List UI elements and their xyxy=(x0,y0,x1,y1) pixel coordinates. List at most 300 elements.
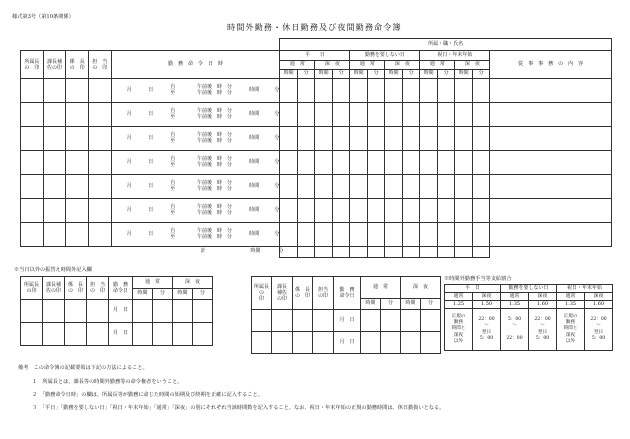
hours-cell[interactable] xyxy=(437,79,455,103)
rate-value: 1.60 xyxy=(585,301,613,309)
hours-cell[interactable] xyxy=(297,103,315,127)
row-pm: 午前後 xyxy=(196,180,212,187)
hours-cell[interactable] xyxy=(350,103,368,127)
unit-hour: 時間 xyxy=(420,70,438,79)
row-day[interactable]: 日 xyxy=(132,175,154,199)
hours-cell[interactable] xyxy=(472,103,490,127)
hours-cell[interactable] xyxy=(350,223,368,247)
stamp-cell[interactable] xyxy=(88,151,111,175)
stamp-cell[interactable] xyxy=(21,79,44,103)
rate-note: 正規の 勤務 時間と 深夜 以外 xyxy=(445,309,473,351)
unit-min: 分 xyxy=(472,70,490,79)
stamp-cell[interactable] xyxy=(43,79,66,103)
row-month[interactable]: 月 xyxy=(111,199,132,223)
hours-cell[interactable] xyxy=(280,127,298,151)
row-total-hours[interactable]: 時間 xyxy=(237,199,260,223)
hours-cell[interactable] xyxy=(420,223,438,247)
col-non-required: 勤務を要しない日 xyxy=(350,51,420,61)
hours-cell[interactable] xyxy=(472,151,490,175)
row-total-hours[interactable]: 時間 xyxy=(237,175,260,199)
sl-min-1: 分 xyxy=(153,289,173,300)
col-shozoku: 所属長 の 印 xyxy=(21,51,44,79)
row-from-to[interactable] xyxy=(153,199,192,223)
remark-item-1: １ 所属長とは、課長等の時間外勤務等の命令権者をいうこと。 xyxy=(32,379,183,385)
row-day[interactable]: 日 xyxy=(132,79,154,103)
unit-min: 分 xyxy=(297,70,315,79)
row-day[interactable]: 日 xyxy=(132,199,154,223)
row-minute: 分 xyxy=(227,209,233,216)
col-shinya: 深 夜 xyxy=(315,61,350,70)
hours-cell[interactable] xyxy=(455,103,473,127)
stamp-cell[interactable] xyxy=(21,175,44,199)
table-row xyxy=(21,223,612,247)
rate-sub: 深夜 xyxy=(529,293,557,301)
sm-kakari: 係 長 の 印 xyxy=(293,277,313,310)
row-minute: 分 xyxy=(227,137,233,144)
row-hour: 時 xyxy=(216,209,222,216)
hours-cell[interactable] xyxy=(437,127,455,151)
rate-value: 1.25 xyxy=(445,301,473,309)
hours-cell[interactable] xyxy=(385,199,403,223)
row-total-hours[interactable]: 時間 xyxy=(237,103,260,127)
unit-hour: 時間 xyxy=(455,70,473,79)
hours-cell[interactable] xyxy=(367,127,385,151)
stamp-cell[interactable] xyxy=(66,103,89,127)
rate-note: 22：00 〜 翌日 5：00 xyxy=(585,309,613,351)
duty-cell[interactable] xyxy=(490,151,612,175)
row-from-to[interactable] xyxy=(153,151,192,175)
sm-row-date[interactable]: 月 日 xyxy=(334,332,361,354)
hours-cell[interactable] xyxy=(472,79,490,103)
row-total-min[interactable]: 分 xyxy=(259,151,280,175)
row-pm: 午前後 xyxy=(196,84,212,91)
row-from-to[interactable] xyxy=(153,79,192,103)
col-kachou: 課長補 佐の印 xyxy=(43,51,66,79)
col-heijitsu: 平 日 xyxy=(280,51,350,61)
hours-cell[interactable] xyxy=(332,175,350,199)
rate-heading: ※時間外勤務手当等支給割合 xyxy=(444,276,512,282)
row-total-hours[interactable]: 時間 xyxy=(237,127,260,151)
row-total-min[interactable]: 分 xyxy=(259,223,280,247)
row-from-to[interactable] xyxy=(153,175,192,199)
row-hour: 時 xyxy=(216,228,222,235)
row-hour: 時 xyxy=(216,132,222,139)
stamp-cell[interactable] xyxy=(43,103,66,127)
hours-cell[interactable] xyxy=(315,175,333,199)
row-pm: 午前後 xyxy=(196,161,212,168)
row-total-min[interactable]: 分 xyxy=(259,127,280,151)
rate-group: 平 日 xyxy=(445,285,501,293)
row-from: 自 xyxy=(170,156,176,163)
row-minute: 分 xyxy=(227,204,233,211)
hours-cell[interactable] xyxy=(472,223,490,247)
duty-cell[interactable] xyxy=(490,175,612,199)
row-day[interactable]: 日 xyxy=(132,223,154,247)
duty-cell[interactable] xyxy=(490,79,612,103)
unit-min: 分 xyxy=(402,70,420,79)
hours-cell[interactable] xyxy=(437,199,455,223)
duty-cell[interactable] xyxy=(490,199,612,223)
sl-row-date[interactable]: 月 日 xyxy=(109,323,133,346)
hours-cell[interactable] xyxy=(385,151,403,175)
row-month[interactable]: 月 xyxy=(111,151,132,175)
hours-cell[interactable] xyxy=(402,151,420,175)
row-pm: 午前後 xyxy=(196,228,212,235)
row-total-min[interactable]: 分 xyxy=(259,175,280,199)
row-pm: 午前後 xyxy=(196,233,212,240)
row-from-to[interactable] xyxy=(153,223,192,247)
hours-cell[interactable] xyxy=(402,199,420,223)
total-min: 分 xyxy=(278,248,284,254)
hours-cell[interactable] xyxy=(367,103,385,127)
rate-sub: 通常 xyxy=(445,293,473,301)
hours-cell[interactable] xyxy=(402,103,420,127)
table-row xyxy=(21,199,612,223)
row-pm: 午前後 xyxy=(196,156,212,163)
stamp-cell[interactable] xyxy=(66,127,89,151)
hours-cell[interactable] xyxy=(297,223,315,247)
unit-min: 分 xyxy=(332,70,350,79)
row-minute: 分 xyxy=(227,180,233,187)
main-order-table xyxy=(20,38,612,258)
row-from-to[interactable] xyxy=(153,127,192,151)
hours-cell[interactable] xyxy=(332,103,350,127)
hours-cell[interactable] xyxy=(350,79,368,103)
row-time[interactable] xyxy=(192,223,236,247)
rate-group: 祝日・年末年始 xyxy=(557,285,613,293)
hours-cell[interactable] xyxy=(315,79,333,103)
hours-cell[interactable] xyxy=(280,79,298,103)
table-row xyxy=(21,175,612,199)
hours-cell[interactable] xyxy=(367,151,385,175)
row-hour: 時 xyxy=(216,84,222,91)
row-to: 至 xyxy=(170,209,176,216)
stamp-cell[interactable] xyxy=(88,103,111,127)
stamp-cell[interactable] xyxy=(43,199,66,223)
hours-cell[interactable] xyxy=(297,127,315,151)
row-hour: 時 xyxy=(216,180,222,187)
hours-cell[interactable] xyxy=(315,127,333,151)
row-total-hours[interactable]: 時間 xyxy=(237,151,260,175)
sm-min-1: 分 xyxy=(381,299,401,310)
hours-cell[interactable] xyxy=(385,127,403,151)
sm-shinya: 深 夜 xyxy=(401,277,441,299)
duty-cell[interactable] xyxy=(490,103,612,127)
stamp-cell[interactable] xyxy=(88,79,111,103)
rate-value: 1.35 xyxy=(557,301,585,309)
sl-row-date[interactable]: 月 日 xyxy=(109,300,133,323)
sl-hour-1: 時間 xyxy=(133,289,153,300)
row-pm: 午前後 xyxy=(196,108,212,115)
row-pm: 午前後 xyxy=(196,185,212,192)
hours-cell[interactable] xyxy=(402,223,420,247)
hours-cell[interactable] xyxy=(350,127,368,151)
hours-cell[interactable] xyxy=(315,199,333,223)
row-from-to[interactable] xyxy=(153,103,192,127)
hours-cell[interactable] xyxy=(420,127,438,151)
hours-cell[interactable] xyxy=(332,79,350,103)
row-month[interactable]: 月 xyxy=(111,127,132,151)
rate-sub: 深夜 xyxy=(585,293,613,301)
sl-tsuuchou: 通 常 xyxy=(133,277,173,289)
remarks-head: 備考 この命令簿の記載要領は下記の方法によること。 xyxy=(18,365,148,371)
stamp-cell[interactable] xyxy=(66,79,89,103)
row-month[interactable]: 月 xyxy=(111,79,132,103)
row-to: 至 xyxy=(170,113,176,120)
hours-cell[interactable] xyxy=(297,199,315,223)
stamp-cell[interactable] xyxy=(66,151,89,175)
total-label: 計 xyxy=(200,248,206,254)
row-minute: 分 xyxy=(227,108,233,115)
col-tsuuchou: 通 常 xyxy=(350,61,385,70)
row-total-hours[interactable]: 時間 xyxy=(237,79,260,103)
row-hour: 時 xyxy=(216,137,222,144)
col-holiday: 祝日・年末年始 xyxy=(420,51,490,61)
hours-cell[interactable] xyxy=(455,175,473,199)
rate-note: 5：00 〜 22：00 xyxy=(501,309,529,351)
hours-cell[interactable] xyxy=(332,151,350,175)
row-pm: 午前後 xyxy=(196,113,212,120)
row-month[interactable]: 月 xyxy=(111,175,132,199)
total-hours: 時間 xyxy=(250,248,261,254)
hours-cell[interactable] xyxy=(437,175,455,199)
row-hour: 時 xyxy=(216,161,222,168)
col-tantou: 担 当 の 印 xyxy=(88,51,111,79)
hours-cell[interactable] xyxy=(315,103,333,127)
sm-row-date[interactable]: 月 日 xyxy=(334,310,361,332)
rate-note: 22：00 〜 翌日 5：00 xyxy=(529,309,557,351)
hours-cell[interactable] xyxy=(385,79,403,103)
row-day[interactable]: 日 xyxy=(132,103,154,127)
col-duty: 従 事 事 務 の 内 容 xyxy=(490,51,612,79)
rate-table xyxy=(444,284,613,351)
row-hour: 時 xyxy=(216,233,222,240)
hours-cell[interactable] xyxy=(402,127,420,151)
row-time[interactable] xyxy=(192,199,236,223)
row-time[interactable] xyxy=(192,103,236,127)
sl-hour-2: 時間 xyxy=(173,289,193,300)
hours-cell[interactable] xyxy=(297,175,315,199)
stamp-cell[interactable] xyxy=(21,103,44,127)
row-time[interactable] xyxy=(192,127,236,151)
row-hour: 時 xyxy=(216,156,222,163)
stamp-cell[interactable] xyxy=(66,223,89,247)
row-to: 至 xyxy=(170,137,176,144)
row-total-hours[interactable]: 時間 xyxy=(237,223,260,247)
col-tsuuchou: 通 常 xyxy=(420,61,455,70)
stamp-cell[interactable] xyxy=(21,223,44,247)
unit-min: 分 xyxy=(437,70,455,79)
row-total-min[interactable]: 分 xyxy=(259,103,280,127)
hours-cell[interactable] xyxy=(420,151,438,175)
sub-left-heading: ※当日以外の振替え時間外記入欄 xyxy=(14,267,92,273)
hours-cell[interactable] xyxy=(472,175,490,199)
hours-cell[interactable] xyxy=(367,175,385,199)
sm-hour-2: 時間 xyxy=(401,299,421,310)
hours-cell[interactable] xyxy=(437,151,455,175)
row-pm: 午前後 xyxy=(196,132,212,139)
row-hour: 時 xyxy=(216,113,222,120)
col-datetime: 勤 務 命 令 日 時 xyxy=(111,51,280,79)
hours-cell[interactable] xyxy=(455,223,473,247)
duty-cell[interactable] xyxy=(490,223,612,247)
row-time[interactable] xyxy=(192,79,236,103)
unit-hour: 時間 xyxy=(385,70,403,79)
row-from: 自 xyxy=(170,132,176,139)
row-total-min[interactable]: 分 xyxy=(259,79,280,103)
row-from: 自 xyxy=(170,180,176,187)
row-pm: 午前後 xyxy=(196,209,212,216)
stamp-cell[interactable] xyxy=(88,223,111,247)
hours-cell[interactable] xyxy=(420,103,438,127)
hours-cell[interactable] xyxy=(420,79,438,103)
table-row xyxy=(21,127,612,151)
hours-cell[interactable] xyxy=(280,223,298,247)
hours-cell[interactable] xyxy=(280,151,298,175)
hours-cell[interactable] xyxy=(332,199,350,223)
col-tsuuchou: 通 常 xyxy=(280,61,315,70)
affiliation-cell[interactable]: 所属・職・氏名 xyxy=(280,39,612,51)
hours-cell[interactable] xyxy=(437,103,455,127)
row-hour: 時 xyxy=(216,108,222,115)
sl-shinya: 深 夜 xyxy=(173,277,213,289)
sm-min-2: 分 xyxy=(421,299,441,310)
row-month[interactable]: 月 xyxy=(111,103,132,127)
rate-sub: 通常 xyxy=(557,293,585,301)
row-to: 至 xyxy=(170,89,176,96)
rate-value: 1.50 xyxy=(473,301,501,309)
col-shinya: 深 夜 xyxy=(385,61,420,70)
rate-note: 正規の 勤務 時間と 深夜 以外 xyxy=(557,309,585,351)
row-total-min[interactable]: 分 xyxy=(259,199,280,223)
sl-date: 勤 務 命令日 xyxy=(109,277,133,300)
col-kakari: 係 長 の 印 xyxy=(66,51,89,79)
row-minute: 分 xyxy=(227,228,233,235)
sl-kakari: 係 長 の 印 xyxy=(65,277,87,300)
hours-cell[interactable] xyxy=(297,151,315,175)
hours-cell[interactable] xyxy=(455,79,473,103)
stamp-cell[interactable] xyxy=(43,175,66,199)
hours-cell[interactable] xyxy=(315,223,333,247)
hours-cell[interactable] xyxy=(472,199,490,223)
stamp-cell[interactable] xyxy=(43,223,66,247)
hours-cell[interactable] xyxy=(297,79,315,103)
sl-kachou: 課長補 佐の印 xyxy=(43,277,65,300)
hours-cell[interactable] xyxy=(280,199,298,223)
row-minute: 分 xyxy=(227,132,233,139)
hours-cell[interactable] xyxy=(367,223,385,247)
hours-cell[interactable] xyxy=(385,175,403,199)
sl-min-2: 分 xyxy=(193,289,213,300)
hours-cell[interactable] xyxy=(455,199,473,223)
row-day[interactable]: 日 xyxy=(132,127,154,151)
row-from: 自 xyxy=(170,84,176,91)
hours-cell[interactable] xyxy=(455,127,473,151)
stamp-cell[interactable] xyxy=(21,127,44,151)
hours-cell[interactable] xyxy=(472,127,490,151)
row-minute: 分 xyxy=(227,113,233,120)
page-title: 時間外勤務・休日勤務及び夜間勤務命令簿 xyxy=(227,22,402,32)
stamp-cell[interactable] xyxy=(21,199,44,223)
stamp-cell[interactable] xyxy=(88,175,111,199)
duty-cell[interactable] xyxy=(490,127,612,151)
stamp-cell[interactable] xyxy=(88,127,111,151)
row-from: 自 xyxy=(170,204,176,211)
row-pm: 午前後 xyxy=(196,137,212,144)
stamp-cell[interactable] xyxy=(88,199,111,223)
hours-cell[interactable] xyxy=(437,223,455,247)
unit-min: 分 xyxy=(367,70,385,79)
hours-cell[interactable] xyxy=(455,151,473,175)
hours-cell[interactable] xyxy=(280,103,298,127)
rate-group: 勤務を要しない日 xyxy=(501,285,557,293)
row-month[interactable]: 月 xyxy=(111,223,132,247)
remark-item-2: ２ 「勤務命令日時」の欄は、所属長等が勤務に命じた時間の始期及び終期を正確に記入すること。 xyxy=(32,392,263,398)
stamp-cell[interactable] xyxy=(66,175,89,199)
unit-hour: 時間 xyxy=(315,70,333,79)
hours-cell[interactable] xyxy=(402,79,420,103)
rate-sub: 深夜 xyxy=(473,293,501,301)
col-shinya: 深 夜 xyxy=(455,61,490,70)
hours-cell[interactable] xyxy=(280,175,298,199)
row-from: 自 xyxy=(170,108,176,115)
hours-cell[interactable] xyxy=(332,127,350,151)
stamp-cell[interactable] xyxy=(43,127,66,151)
row-pm: 午前後 xyxy=(196,89,212,96)
hours-cell[interactable] xyxy=(420,175,438,199)
stamp-cell[interactable] xyxy=(66,199,89,223)
hours-cell[interactable] xyxy=(315,151,333,175)
unit-hour: 時間 xyxy=(350,70,368,79)
row-to: 至 xyxy=(170,185,176,192)
rate-value: 1.35 xyxy=(501,301,529,309)
sl-tantou: 担 当 の 印 xyxy=(87,277,109,300)
row-hour: 時 xyxy=(216,185,222,192)
hours-cell[interactable] xyxy=(332,223,350,247)
stamp-cell[interactable] xyxy=(21,151,44,175)
row-to: 至 xyxy=(170,233,176,240)
row-time[interactable] xyxy=(192,175,236,199)
row-time[interactable] xyxy=(192,151,236,175)
hours-cell[interactable] xyxy=(402,175,420,199)
rate-note: 22：00 〜 翌日 5：00 xyxy=(473,309,501,351)
hours-cell[interactable] xyxy=(367,199,385,223)
hours-cell[interactable] xyxy=(420,199,438,223)
sm-tsuuchou: 通 常 xyxy=(361,277,401,299)
stamp-cell[interactable] xyxy=(43,151,66,175)
row-minute: 分 xyxy=(227,156,233,163)
remark-item-3: ３ 「平日」「勤務を要しない日」「祝日・年末年始」「通常」「深夜」の別にそれぞれ当該時間数を記入すること。なお、祝日・年末年始の正規の勤務時間は、休日勤扱いとなる。 xyxy=(32,405,445,411)
row-minute: 分 xyxy=(227,161,233,168)
row-day[interactable]: 日 xyxy=(132,151,154,175)
hours-cell[interactable] xyxy=(350,199,368,223)
sm-date: 勤 務 命令日 xyxy=(334,277,361,310)
table-row xyxy=(21,151,612,175)
row-minute: 分 xyxy=(227,84,233,91)
hours-cell[interactable] xyxy=(385,103,403,127)
hours-cell[interactable] xyxy=(350,151,368,175)
hours-cell[interactable] xyxy=(367,79,385,103)
row-from: 自 xyxy=(170,228,176,235)
row-to: 至 xyxy=(170,161,176,168)
row-minute: 分 xyxy=(227,185,233,192)
rate-value: 1.60 xyxy=(529,301,557,309)
sm-shozoku: 所属長 の 印 xyxy=(252,277,272,310)
row-pm: 午前後 xyxy=(196,204,212,211)
substitute-table-left xyxy=(20,276,249,346)
hours-cell[interactable] xyxy=(350,175,368,199)
hours-cell[interactable] xyxy=(385,223,403,247)
